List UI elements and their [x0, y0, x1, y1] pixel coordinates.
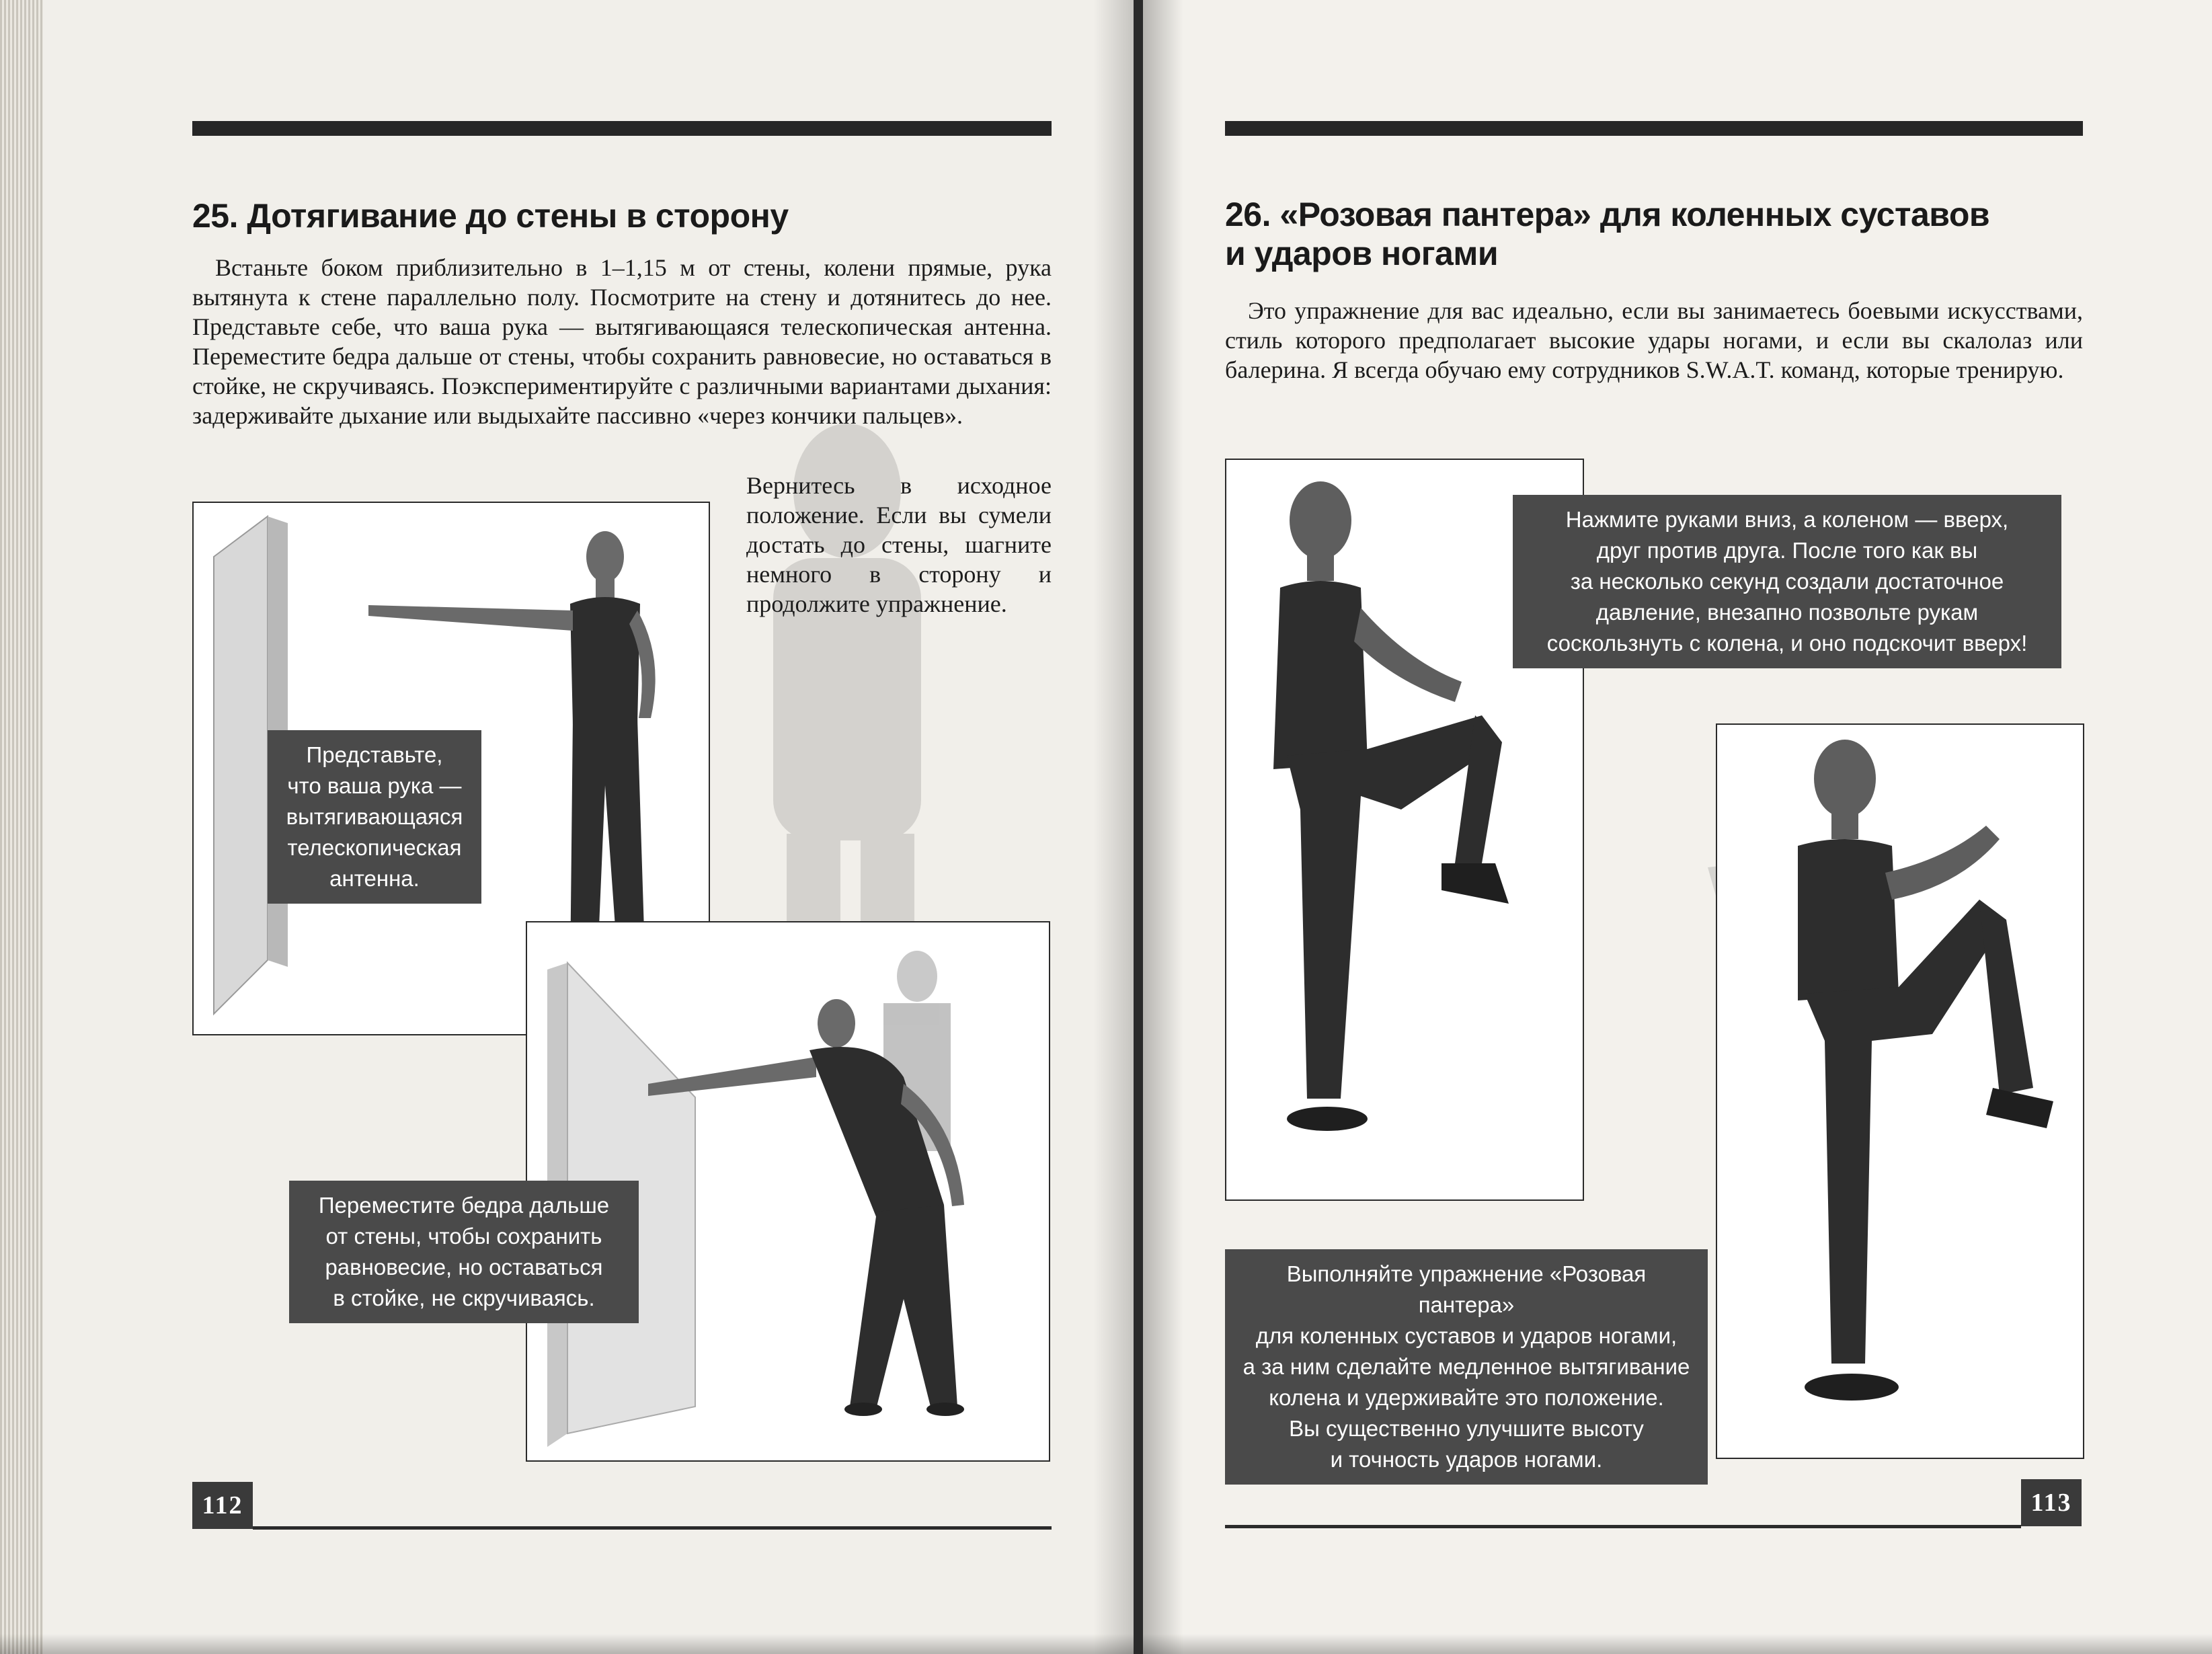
caption-line: давление, внезапно позвольте рукам — [1595, 600, 1979, 625]
caption-line: телескопическая — [287, 835, 462, 860]
page-number: 112 — [192, 1482, 253, 1529]
caption-antenna — [268, 730, 481, 904]
intro-paragraph: Встаньте боком приблизительно в 1–1,15 м от стены, колени прямые, рука вытянута к стене параллельно полу. Посмотрите на стену и дотянитесь до нее. Представьте себе, что ваша рука — вытягивающаяся телескопическая антенна. Переместите бедра дальше от стены, чтобы сохранить равновесие, но оставаться в стойке, не скручиваясь. Поэкспериментируйте с различными вариантами дыхания: задерживайте дыхание или выдыхайте пассивно «через кончики пальцев». — [192, 254, 1052, 429]
top-rule — [192, 121, 1052, 136]
caption-line: а за ним сделайте медленное вытягивание — [1242, 1354, 1690, 1379]
intro-paragraph: Это упражнение для вас идеально, если вы занимаетесь боевыми искусствами, стиль которого предполагает высокие удары ногами, и если вы скалолаз или балерина. Я всегда обучаю ему сотрудников S.W.A.T. команд, которые тренирую. — [1225, 297, 2083, 383]
caption-line: для коленных суставов и ударов ногами, — [1255, 1323, 1677, 1348]
section-title — [1225, 195, 2099, 273]
bottom-rule — [253, 1526, 1052, 1530]
caption-move-hips — [289, 1181, 639, 1323]
caption-line: вытягивающаяся — [286, 804, 463, 829]
caption-line: Нажмите руками вниз, а коленом — вверх, — [1565, 507, 2009, 532]
section-title-line: 26. «Розовая пантера» для коленных суставов — [1225, 196, 1990, 233]
caption-line: и точность ударов ногами. — [1330, 1447, 1603, 1472]
caption-line: друг против друга. После того как вы — [1596, 538, 1978, 563]
caption-line: колена и удерживайте это положение. — [1269, 1385, 1664, 1410]
caption-line: соскользнуть с колена, и оно подскочит вверх! — [1546, 631, 2028, 656]
caption-line: Выполняйте упражнение «Розовая пантера» — [1286, 1261, 1647, 1317]
caption-line: Вы существенно улучшите высоту — [1289, 1416, 1644, 1441]
section-title-line: и ударов ногами — [1225, 235, 1499, 272]
gutter-shadow — [1093, 0, 1134, 1654]
caption-line: от стены, чтобы сохранить — [325, 1224, 602, 1249]
top-rule — [1225, 121, 2083, 136]
book-page-edges — [0, 0, 43, 1654]
gutter-shadow — [1143, 0, 1183, 1654]
page-number: 113 — [2021, 1479, 2082, 1526]
caption-line: Представьте, — [306, 742, 443, 767]
caption-line: антенна. — [329, 866, 420, 891]
caption-line: за несколько секунд создали достаточное — [1570, 569, 2004, 594]
side-paragraph: Вернитесь в исходное положение. Если вы сумели достать до стены, шагните немного в сторону и продолжите упражнение. — [746, 472, 1052, 617]
caption-line: Переместите бедра дальше — [318, 1193, 610, 1218]
right-page — [1143, 0, 2212, 1654]
bottom-edge-shadow — [0, 1634, 1134, 1654]
caption-pink-panther — [1225, 1249, 1708, 1485]
caption-line: что ваша рука — — [287, 773, 462, 798]
caption-line: в стойке, не скручиваясь. — [333, 1286, 595, 1310]
bottom-rule — [1225, 1525, 2021, 1528]
caption-line: равновесие, но оставаться — [325, 1255, 603, 1279]
caption-press-knee — [1513, 495, 2061, 668]
section-title: 25. Дотягивание до стены в сторону — [192, 197, 789, 235]
photo-high-knee — [1716, 723, 2084, 1459]
bottom-edge-shadow — [1143, 1634, 2212, 1654]
